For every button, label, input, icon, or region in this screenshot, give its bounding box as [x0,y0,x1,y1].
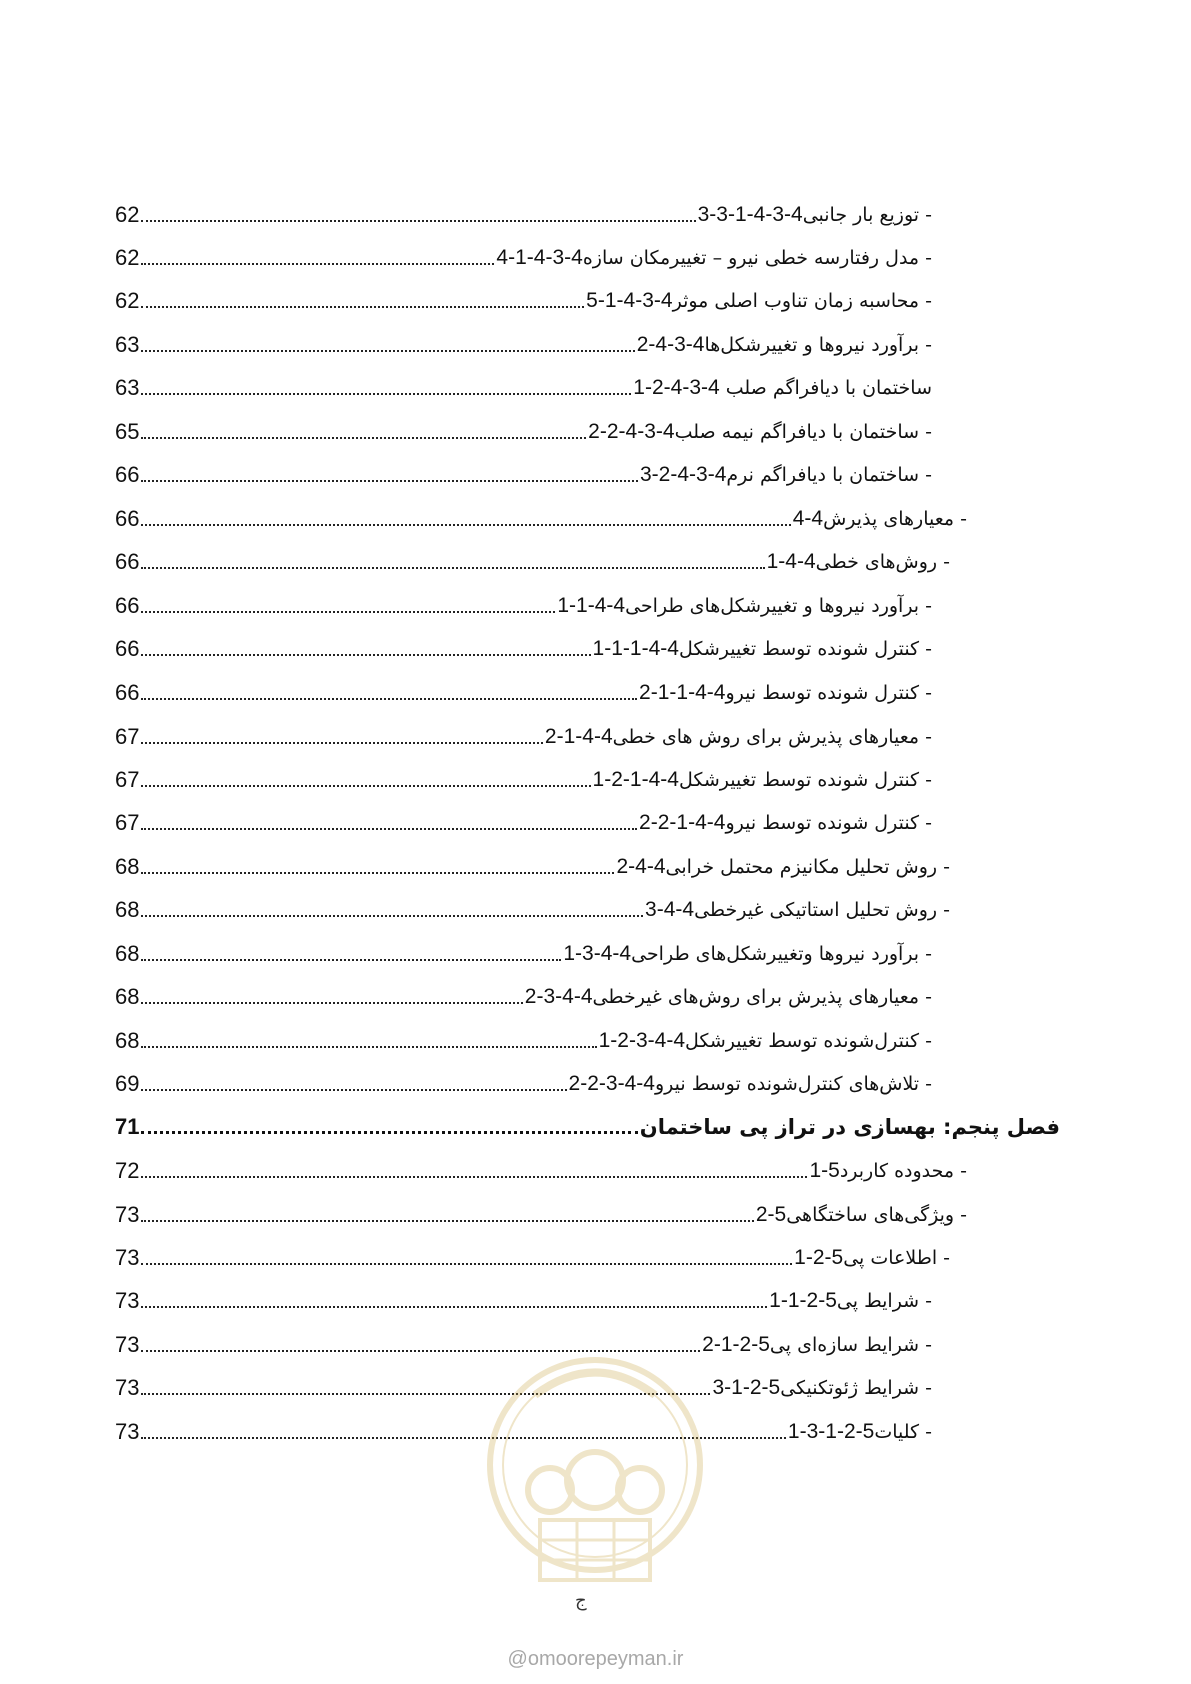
toc-row[interactable] [115,241,932,271]
toc-entry-title [588,419,932,445]
toc-entry-number: 4-4-1-1-1 [592,637,679,660]
toc-row[interactable] [115,589,932,619]
toc-dot-leader [141,1305,767,1308]
toc-entry-title [769,1288,932,1314]
toc-row[interactable] [115,893,950,923]
toc-entry-title [637,332,932,358]
toc-chapter-title: فصل پنجم: بهسازی در تراز پی ساختمان [639,1115,1060,1139]
toc-dot-leader [141,610,555,613]
toc-entry-text: - ویژگی‌های ساختگاهی [786,1204,967,1226]
watermark-seal-icon [480,1320,710,1610]
toc-entry-title [569,1071,932,1097]
toc-row[interactable] [115,1067,932,1097]
toc-page-number: 67 [115,810,140,835]
toc-entry-number: 4-4-3-2-1 [598,1029,685,1052]
toc-entry-text: - شرایط پی [836,1290,932,1312]
toc-row[interactable] [115,198,932,228]
toc-entry-number: 4-4-1-1 [557,594,626,617]
toc-entry-text: - اطلاعات پی [843,1247,950,1269]
toc-entry-number: 4-4-3 [645,898,695,921]
toc-entry-text: - برآورد نیروها و تغییرشکل‌های طراحی [625,595,932,617]
toc-entry-number: 5-2-1-3-1 [787,1420,875,1443]
toc-entry-number: 4-4-3-2-2 [568,1072,655,1095]
toc-entry-number: 4-4-1-2-2 [639,811,726,834]
toc-entry-number: 4-3-4-2-3 [639,463,727,486]
toc-page-number: 73 [115,1288,140,1313]
toc-entry-number: 4-4-1 [766,550,816,573]
toc-page-number: 62 [115,202,140,227]
toc-page-number: 73 [115,1245,140,1270]
toc-entry-text: - معیارهای پذیرش برای روش های خطی [612,726,932,748]
toc-dot-leader [141,392,631,395]
toc-page-number: 66 [115,636,140,661]
toc-entry-number: 4-4-2 [616,855,666,878]
toc-entry-title [593,767,932,793]
toc-entry-text: - تلاش‌های کنترل‌شونده توسط نیرو [654,1073,932,1095]
toc-entry-title [788,1419,932,1445]
toc-entry-number: 4-4-1-2 [544,725,613,748]
toc-dot-leader [141,871,614,874]
toc-dot-leader [141,436,586,439]
toc-entry-title [557,593,932,619]
toc-entry-title [794,1245,950,1271]
toc-row[interactable] [115,1024,932,1054]
toc-dot-leader [141,914,643,917]
toc-dot-leader [141,1219,753,1222]
toc-entry-title [645,897,950,923]
toc-entry-number: 5-2 [755,1203,787,1226]
toc-page-number: 73 [115,1332,140,1357]
toc-page-number: 62 [115,288,140,313]
toc-page-number: 68 [115,941,140,966]
toc-row[interactable] [115,1241,950,1271]
toc-dot-leader [141,958,561,961]
toc-entry-number: 5-1 [809,1159,840,1182]
toc-dot-leader [141,523,790,526]
toc-entry-title [698,202,932,228]
toc-dot-leader [141,1001,522,1004]
toc-entry-text: - کنترل شونده توسط نیرو [725,682,932,704]
toc-entry-number: 5-2-1 [794,1246,844,1269]
toc-page-number: 68 [115,854,140,879]
toc-row[interactable] [115,632,932,662]
toc-entry-title [809,1158,967,1184]
toc-page-number: 67 [115,724,140,749]
toc-page-number: 63 [115,332,140,357]
toc-row[interactable] [115,415,932,445]
toc-row[interactable] [115,1154,967,1184]
toc-page-number: 73 [115,1375,140,1400]
toc-row[interactable] [115,1284,932,1314]
toc-page-number: 68 [115,897,140,922]
toc-page-number: 68 [115,984,140,1009]
page-number: ج [575,1590,587,1611]
toc-entry-number: 4-4-3-1 [563,942,632,965]
toc-row[interactable] [115,806,932,836]
toc-page-number: 71 [115,1114,140,1139]
toc-entry-text: - کنترل‌شونده توسط تغییرشکل [685,1030,932,1052]
toc-row[interactable] [115,502,967,532]
toc-row[interactable] [115,458,932,488]
toc-row[interactable] [115,676,932,706]
toc-entry-title [593,636,932,662]
toc-entry-text: - ساختمان با دیافراگم نرم [726,464,932,486]
toc-entry-number: 4-3-4-1-5 [586,289,673,312]
toc-page-number: 66 [115,462,140,487]
toc-page-number: 62 [115,245,140,270]
toc-row[interactable] [115,720,932,750]
toc-dot-leader [141,479,637,482]
toc-dot-leader [141,1262,792,1265]
toc-entry-text: - محدوده کاربرد [839,1160,967,1182]
toc-entry-title [639,680,932,706]
toc-dot-leader [141,827,637,830]
toc-row[interactable] [115,371,932,401]
toc-entry-number: 5-2-1-2 [702,1333,770,1356]
toc-entry-number: 4-4-1-2-1 [592,768,679,791]
toc-entry-text: - روش تحلیل مکانیزم محتمل خرابی [665,856,950,878]
toc-page-number: 67 [115,767,140,792]
toc-dot-leader [141,349,634,352]
toc-entry-number: 4-3-4-2-2 [588,420,675,443]
toc-entry-number: 4-4-3-2 [524,985,593,1008]
toc-entry-number: 4-3-4-2 [636,333,705,356]
toc-dot-leader [141,305,584,308]
toc-entry-text: - برآورد نیروها و تغییرشکل‌ها [704,334,932,356]
toc-dot-leader [141,219,695,222]
toc-entry-number: 5-2-1-3 [712,1376,781,1399]
toc-dot-leader [141,1130,637,1134]
watermark-site: @omoorepeyman.ir [507,1648,684,1670]
toc-entry-text: - ساختمان با دیافراگم نیمه صلب [674,421,932,443]
toc-entry-text: - معیارهای پذیرش برای روش‌های غیرخطی [592,986,932,1008]
toc-dot-leader [141,697,637,700]
toc-page-number: 73 [115,1202,140,1227]
toc-entry-title [586,288,932,314]
toc-entry-text: - روش‌های خطی [815,551,950,573]
toc-entry-title [545,724,932,750]
toc-row[interactable] [115,980,932,1010]
toc-entry-text: - شرایط ژئوتکنیکی [780,1377,932,1399]
toc-entry-title [616,854,950,880]
toc-dot-leader [141,566,764,569]
toc-entry-text: - کنترل شونده توسط نیرو [725,812,932,834]
toc-dot-leader [141,1088,566,1091]
toc-entry-number: 4-4-1-1-2 [639,681,726,704]
toc-entry-text: ساختمان با دیافراگم صلب [725,377,932,399]
toc-row[interactable] [115,284,932,314]
toc-entry-text: - کنترل شونده توسط تغییرشکل [678,638,932,660]
toc-row[interactable] [115,763,932,793]
toc-entry-title [712,1375,932,1401]
toc-row[interactable] [115,545,950,575]
toc-entry-number: 5-2-1-1 [769,1289,837,1312]
toc-page-number: 72 [115,1158,140,1183]
toc-dot-leader [141,1045,596,1048]
toc-entry-text: - توزیع بار جانبی [802,204,932,226]
toc-entry-number: 4-3-4-1-3-3 [697,203,803,226]
toc-entry-title [756,1202,967,1228]
toc-page-number: 63 [115,375,140,400]
toc-entry-text: - محاسبه زمان تناوب اصلی موثر [672,290,932,312]
toc-entry-text: - روش تحلیل استاتیکی غیرخطی [694,899,950,921]
toc-entry-title [599,1028,932,1054]
toc-entry-title [640,462,932,488]
toc-page-number: 73 [115,1419,140,1444]
toc-entry-title [639,810,932,836]
toc-entry-title [767,549,950,575]
toc-chapter-row[interactable] [115,1110,1060,1140]
toc-entry-number: 4-3-4-2-1 [633,376,720,399]
toc-page-number: 66 [115,506,140,531]
toc-dot-leader [141,741,542,744]
toc-page-number: 66 [115,593,140,618]
toc-entry-text: - شرایط سازه‌ای پی [769,1334,932,1356]
toc-dot-leader [141,262,494,265]
toc-entry-title [702,1332,932,1358]
toc-page-number: 66 [115,680,140,705]
toc-entry-text: - معیارهای پذیرش [823,508,967,530]
toc-row[interactable] [115,850,950,880]
toc-entry-title [563,941,932,967]
toc-entry-text: - کلیات [874,1421,932,1443]
toc-page-number: 66 [115,549,140,574]
toc-row[interactable] [115,1198,967,1228]
toc-page-number: 68 [115,1028,140,1053]
toc-entry-number: 4-3-4-1-4 [496,246,583,269]
toc-entry-text: - کنترل شونده توسط تغییرشکل [678,769,932,791]
toc-entry-title [496,245,932,271]
toc-row[interactable] [115,937,932,967]
toc-page-number: 65 [115,419,140,444]
toc-entry-title [633,375,932,401]
toc-row[interactable] [115,328,932,358]
toc-entry-number: 4-4 [792,507,824,530]
toc-page-number: 69 [115,1071,140,1096]
toc-dot-leader [141,1175,807,1178]
toc-entry-title [525,984,932,1010]
toc-entry-text: - برآورد نیروها وتغییرشکل‌های طراحی [631,943,932,965]
toc-dot-leader [141,653,590,656]
toc-entry-text: - مدل رفتارسه خطی نیرو – تغییرمکان سازه [582,247,932,269]
toc-dot-leader [141,784,590,787]
toc-entry-title [793,506,967,532]
